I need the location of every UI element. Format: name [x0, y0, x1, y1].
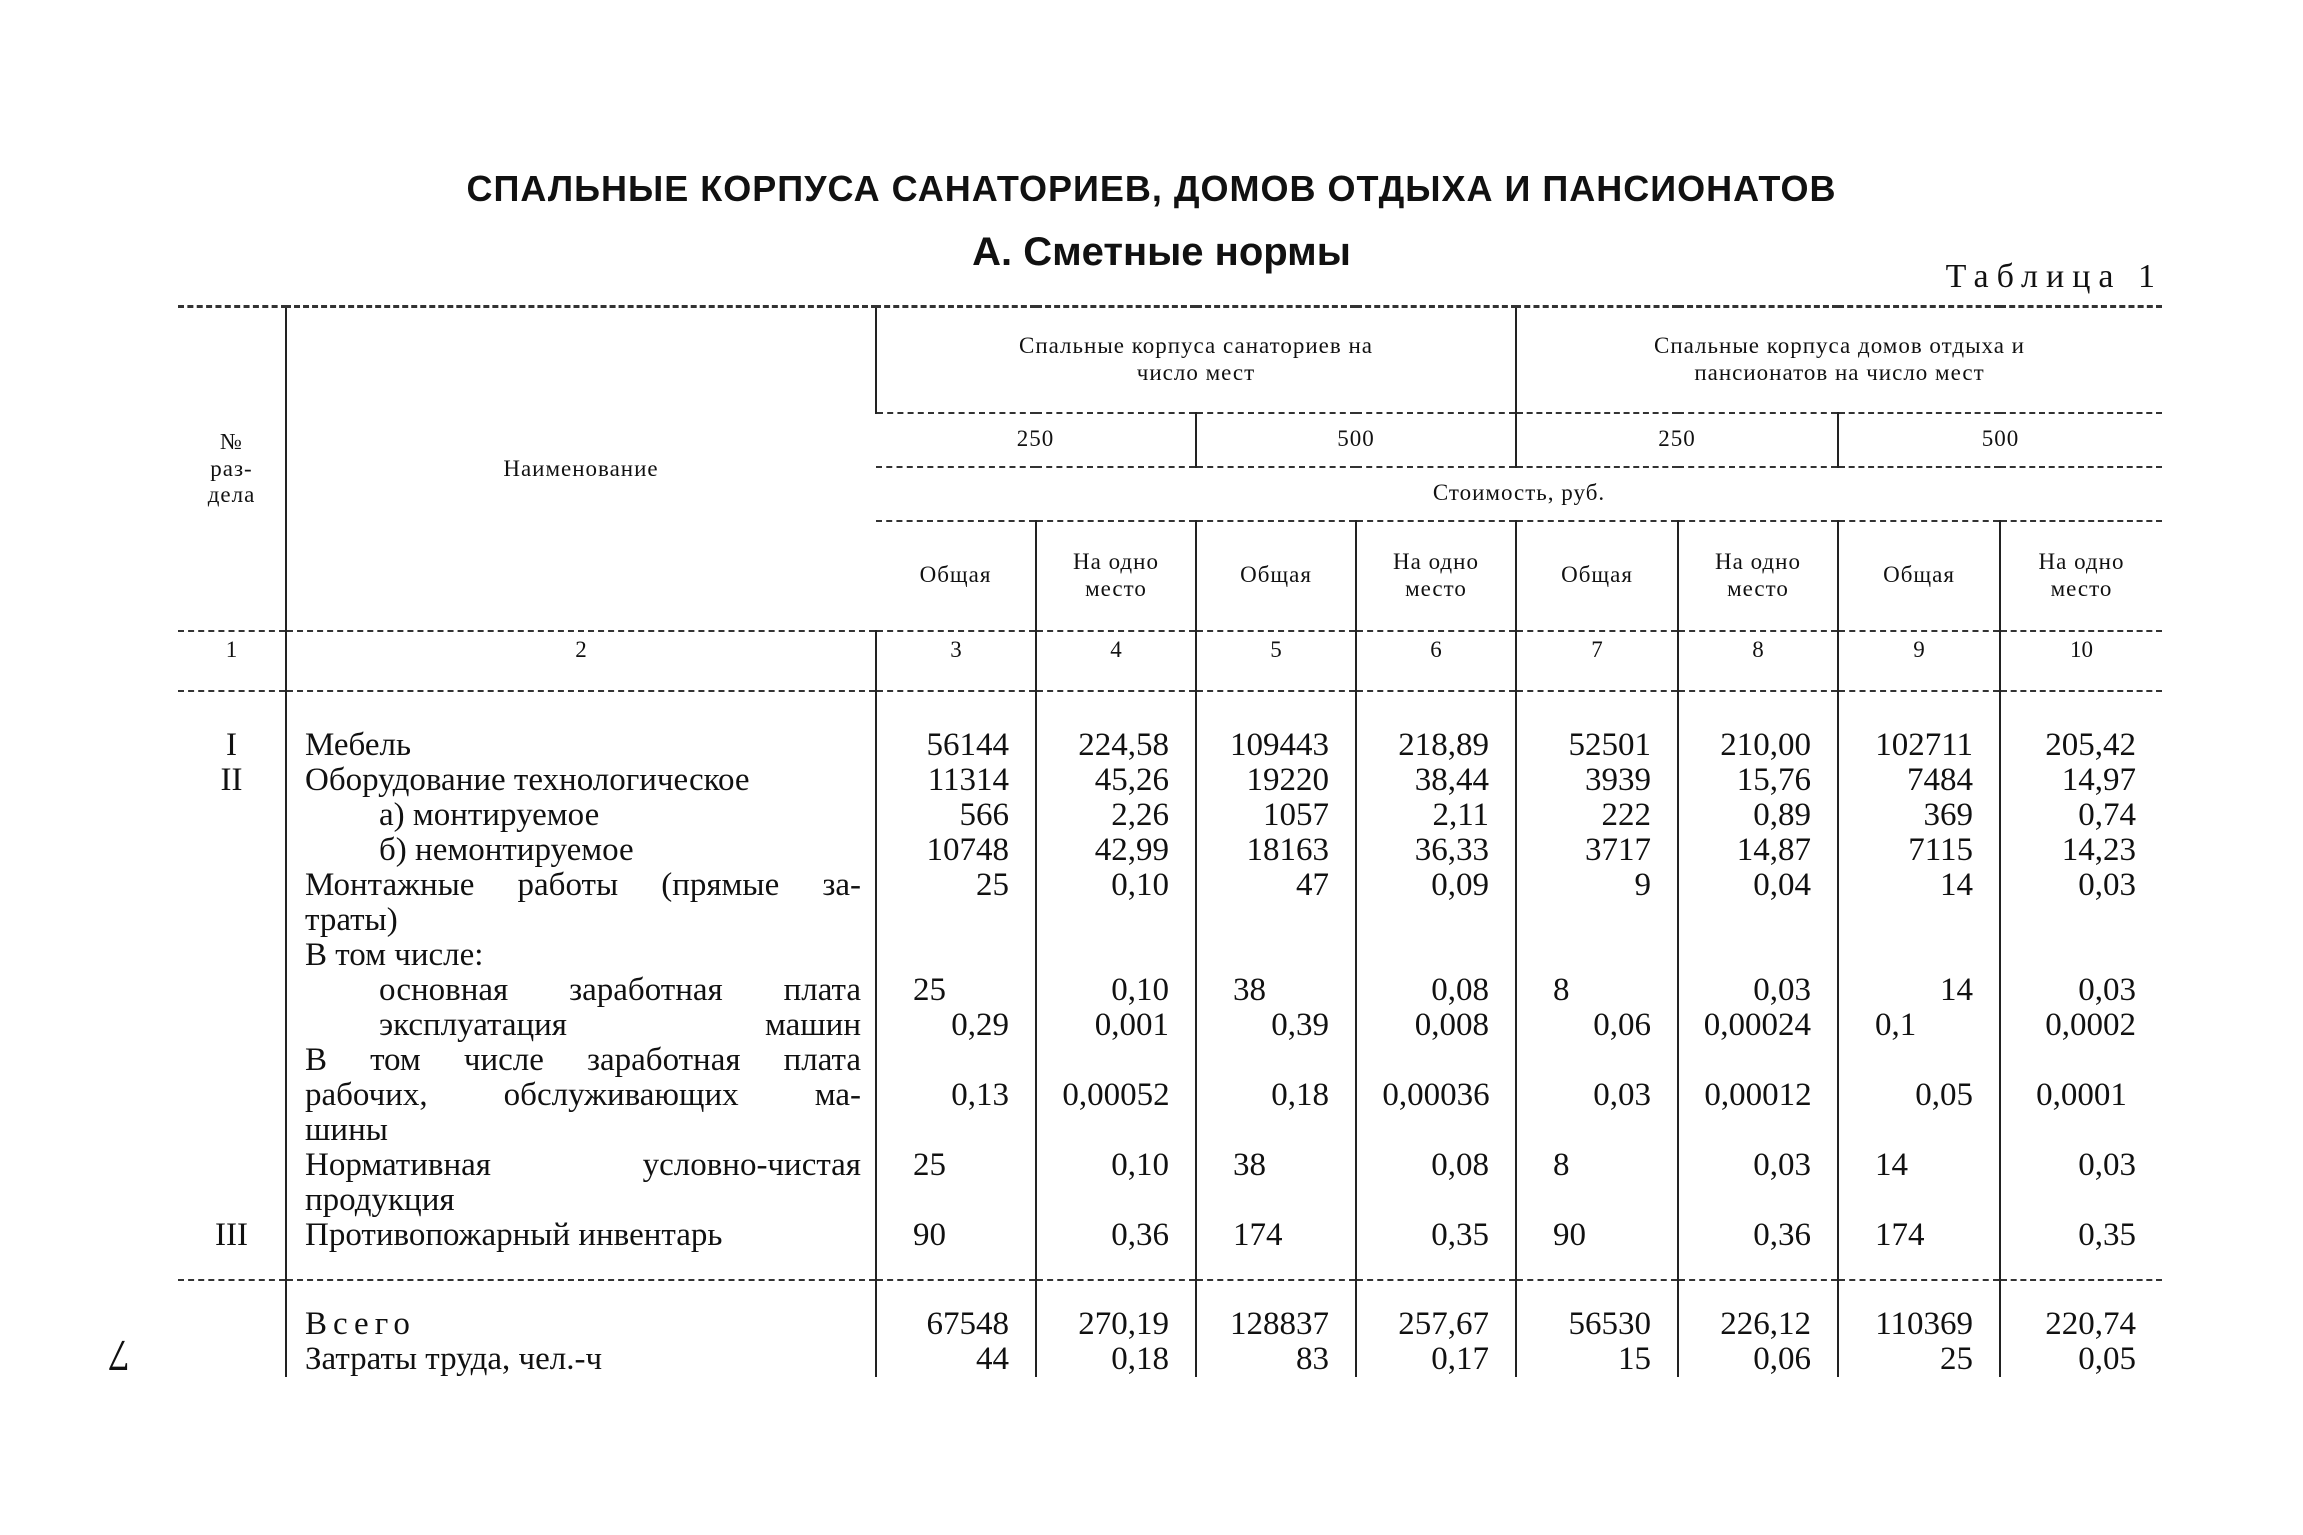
cost-per-seat-cell: 0,00012 [1678, 1078, 1838, 1113]
column-number: 4 [1036, 631, 1196, 691]
cost-per-seat-cell [1356, 1183, 1516, 1218]
cost-total-cell: 18163 [1196, 833, 1356, 868]
cost-per-seat-cell: 226,12 [1678, 1307, 1838, 1342]
cost-per-seat-cell: 224,58 [1036, 728, 1196, 763]
cost-total-cell [1516, 1043, 1678, 1078]
column-number: 2 [286, 631, 876, 691]
cost-total-cell: 0,05 [1838, 1078, 2000, 1113]
cost-total-cell: 56530 [1516, 1307, 1678, 1342]
cost-per-seat-cell: 0,00024 [1678, 1008, 1838, 1043]
cost-total-cell: 102711 [1838, 728, 2000, 763]
cost-total-cell: 0,13 [876, 1078, 1036, 1113]
cost-total-cell: 14 [1838, 973, 2000, 1008]
cost-per-seat-cell [2000, 938, 2162, 973]
cost-per-seat-cell: 0,89 [1678, 798, 1838, 833]
item-name: рабочих, обслуживающих ма- [286, 1078, 876, 1113]
cost-per-seat-cell: 218,89 [1356, 728, 1516, 763]
item-name: б) немонтируемое [286, 833, 876, 868]
cost-per-seat-cell [1356, 903, 1516, 938]
table-row [178, 728, 2162, 763]
item-name: траты) [286, 903, 876, 938]
cost-per-seat-cell: 36,33 [1356, 833, 1516, 868]
page-number: 7 [108, 1331, 130, 1380]
cost-per-seat-cell [1678, 1113, 1838, 1148]
table-row [178, 763, 2162, 798]
cost-per-seat-cell: 0,03 [1678, 973, 1838, 1008]
cost-total-cell [1516, 1113, 1678, 1148]
cost-per-seat-cell: 0,03 [2000, 1148, 2162, 1183]
cost-total-cell: 9 [1516, 868, 1678, 903]
cost-total-cell: 90 [876, 1218, 1036, 1253]
cost-total-cell [876, 938, 1036, 973]
cost-total-cell: 1057 [1196, 798, 1356, 833]
header-seats-250-rest: 250 [1516, 413, 1838, 467]
item-name: продукция [286, 1183, 876, 1218]
column-number: 3 [876, 631, 1036, 691]
section-number [178, 1078, 286, 1113]
cost-total-cell: 90 [1516, 1218, 1678, 1253]
cost-total-cell: 14 [1838, 868, 2000, 903]
header-group-sanatorium: Спальные корпуса санаториев на число мест [876, 307, 1516, 413]
cost-total-cell [1516, 1183, 1678, 1218]
item-name: эксплуатация машин [286, 1008, 876, 1043]
cost-per-seat-cell: 0,008 [1356, 1008, 1516, 1043]
cost-per-seat-cell: 0,05 [2000, 1342, 2162, 1377]
cost-total-cell: 7115 [1838, 833, 2000, 868]
cost-per-seat-cell: 270,19 [1036, 1307, 1196, 1342]
table-label: Таблица 1 [1945, 258, 2163, 295]
table-row [178, 1008, 2162, 1043]
cost-total-cell: 110369 [1838, 1307, 2000, 1342]
cost-per-seat-cell: 220,74 [2000, 1307, 2162, 1342]
cost-per-seat-cell: 0,06 [1678, 1342, 1838, 1377]
cost-total-cell: 3717 [1516, 833, 1678, 868]
section-number: II [220, 761, 243, 798]
cost-per-seat-cell: 0,36 [1678, 1218, 1838, 1253]
cost-total-cell: 0,18 [1196, 1078, 1356, 1113]
cost-per-seat-cell: 45,26 [1036, 763, 1196, 798]
header-total: Общая [1196, 521, 1356, 631]
header-per-seat: На одно место [1678, 521, 1838, 631]
column-number: 10 [2000, 631, 2162, 691]
cost-total-cell: 56144 [876, 728, 1036, 763]
header-group-rest-homes: Спальные корпуса домов отдыха и пансионатов на число мест [1516, 307, 2162, 413]
cost-total-cell: 25 [876, 973, 1036, 1008]
cost-per-seat-cell: 0,10 [1036, 973, 1196, 1008]
cost-total-cell: 0,03 [1516, 1078, 1678, 1113]
cost-per-seat-cell: 14,23 [2000, 833, 2162, 868]
cost-total-cell: 38 [1196, 1148, 1356, 1183]
cost-total-cell: 369 [1838, 798, 2000, 833]
table-row [178, 938, 2162, 973]
cost-total-cell: 67548 [876, 1307, 1036, 1342]
section-number [178, 973, 286, 1008]
cost-total-cell [876, 903, 1036, 938]
cost-per-seat-cell [2000, 1113, 2162, 1148]
table-row [178, 1113, 2162, 1148]
cost-per-seat-cell [1036, 903, 1196, 938]
cost-per-seat-cell [1356, 938, 1516, 973]
cost-per-seat-cell: 210,00 [1678, 728, 1838, 763]
cost-total-cell [1516, 903, 1678, 938]
cost-per-seat-cell [2000, 1183, 2162, 1218]
cost-total-cell: 25 [1838, 1342, 2000, 1377]
cost-per-seat-cell: 14,87 [1678, 833, 1838, 868]
section-number [178, 1183, 286, 1218]
cost-total-cell: 174 [1196, 1218, 1356, 1253]
header-section-number: № раз-дела [178, 307, 286, 631]
cost-per-seat-cell [1678, 1043, 1838, 1078]
table-row [178, 1043, 2162, 1078]
cost-total-cell: 7484 [1838, 763, 2000, 798]
table-row [178, 1218, 2162, 1253]
item-name: Противопожарный инвентарь [286, 1218, 876, 1253]
cost-per-seat-cell: 15,76 [1678, 763, 1838, 798]
cost-per-seat-cell: 0,001 [1036, 1008, 1196, 1043]
cost-total-cell [1838, 1183, 2000, 1218]
section-number [178, 1008, 286, 1043]
cost-total-cell: 15 [1516, 1342, 1678, 1377]
cost-per-seat-cell: 0,17 [1356, 1342, 1516, 1377]
header-total: Общая [876, 521, 1036, 631]
estimate-table [178, 305, 2162, 1377]
column-number: 9 [1838, 631, 2000, 691]
section-number [178, 1307, 286, 1342]
cost-total-cell: 0,29 [876, 1008, 1036, 1043]
cost-total-cell: 0,39 [1196, 1008, 1356, 1043]
cost-total-cell: 11314 [876, 763, 1036, 798]
cost-per-seat-cell: 257,67 [1356, 1307, 1516, 1342]
header-name: Наименование [286, 307, 876, 631]
cost-per-seat-cell: 0,00052 [1036, 1078, 1196, 1113]
cost-per-seat-cell: 2,26 [1036, 798, 1196, 833]
cost-total-cell: 0,06 [1516, 1008, 1678, 1043]
section-number [178, 1342, 286, 1377]
cost-per-seat-cell: 14,97 [2000, 763, 2162, 798]
cost-total-cell: 47 [1196, 868, 1356, 903]
cost-per-seat-cell: 0,08 [1356, 973, 1516, 1008]
header-per-seat: На одно место [1356, 521, 1516, 631]
cost-per-seat-cell [1036, 1113, 1196, 1148]
cost-total-cell: 14 [1838, 1148, 2000, 1183]
cost-per-seat-cell [1356, 1113, 1516, 1148]
section-number [178, 1043, 286, 1078]
page-title: СПАЛЬНЫЕ КОРПУСА САНАТОРИЕВ, ДОМОВ ОТДЫХА И ПАНСИОНАТОВ [466, 168, 1837, 209]
cost-per-seat-cell: 0,08 [1356, 1148, 1516, 1183]
section-number [178, 1113, 286, 1148]
cost-per-seat-cell: 0,35 [1356, 1218, 1516, 1253]
cost-per-seat-cell: 0,00036 [1356, 1078, 1516, 1113]
cost-total-cell: 8 [1516, 973, 1678, 1008]
section-number [178, 868, 286, 903]
cost-per-seat-cell: 42,99 [1036, 833, 1196, 868]
header-seats-500-rest: 500 [1838, 413, 2162, 467]
cost-total-cell: 83 [1196, 1342, 1356, 1377]
section-subtitle: А. Сметные нормы [972, 230, 1351, 274]
cost-total-cell: 174 [1838, 1218, 2000, 1253]
cost-total-cell: 0,1 [1838, 1008, 2000, 1043]
table-row [178, 833, 2162, 868]
item-name: шины [286, 1113, 876, 1148]
cost-per-seat-cell: 0,18 [1036, 1342, 1196, 1377]
cost-total-cell [1196, 1183, 1356, 1218]
item-name: Монтажные работы (прямые за- [286, 868, 876, 903]
item-name: Нормативная условно-чистая [286, 1148, 876, 1183]
cost-per-seat-cell: 0,09 [1356, 868, 1516, 903]
cost-total-cell: 109443 [1196, 728, 1356, 763]
header-seats-500-sanatorium: 500 [1196, 413, 1516, 467]
header-total: Общая [1516, 521, 1678, 631]
cost-total-cell: 44 [876, 1342, 1036, 1377]
column-number: 7 [1516, 631, 1678, 691]
cost-per-seat-cell [1678, 1183, 1838, 1218]
cost-per-seat-cell [1036, 1043, 1196, 1078]
cost-per-seat-cell: 38,44 [1356, 763, 1516, 798]
table-row [178, 1307, 2162, 1342]
cost-per-seat-cell [1356, 1043, 1516, 1078]
cost-total-cell: 25 [876, 1148, 1036, 1183]
column-number: 8 [1678, 631, 1838, 691]
column-number: 6 [1356, 631, 1516, 691]
section-number [178, 903, 286, 938]
item-name: Оборудование технологическое [286, 763, 876, 798]
cost-total-cell [876, 1043, 1036, 1078]
cost-per-seat-cell: 0,04 [1678, 868, 1838, 903]
cost-per-seat-cell: 0,10 [1036, 1148, 1196, 1183]
cost-per-seat-cell: 205,42 [2000, 728, 2162, 763]
cost-total-cell [1196, 1113, 1356, 1148]
cost-total-cell [876, 1183, 1036, 1218]
item-name: а) монтируемое [286, 798, 876, 833]
cost-total-cell: 38 [1196, 973, 1356, 1008]
section-number [178, 938, 286, 973]
cost-total-cell: 25 [876, 868, 1036, 903]
table-row [178, 1342, 2162, 1377]
cost-total-cell: 8 [1516, 1148, 1678, 1183]
item-name: Всего [286, 1307, 876, 1342]
table-row [178, 798, 2162, 833]
cost-total-cell [1196, 1043, 1356, 1078]
header-seats-250-sanatorium: 250 [876, 413, 1196, 467]
table-row [178, 1078, 2162, 1113]
header-cost-label: Стоимость, руб. [876, 467, 2162, 521]
cost-total-cell [1838, 1043, 2000, 1078]
cost-per-seat-cell: 2,11 [1356, 798, 1516, 833]
cost-per-seat-cell [1678, 938, 1838, 973]
table-row [178, 903, 2162, 938]
section-number [178, 1148, 286, 1183]
cost-total-cell [1838, 938, 2000, 973]
cost-total-cell: 52501 [1516, 728, 1678, 763]
table-row [178, 868, 2162, 903]
table-row [178, 1148, 2162, 1183]
section-number [178, 833, 286, 868]
column-numbers-row [178, 631, 2162, 691]
header-per-seat: На одно место [2000, 521, 2162, 631]
cost-total-cell [1196, 903, 1356, 938]
header-total: Общая [1838, 521, 2000, 631]
cost-per-seat-cell: 0,35 [2000, 1218, 2162, 1253]
cost-total-cell [876, 1113, 1036, 1148]
column-number: 5 [1196, 631, 1356, 691]
section-number: III [215, 1216, 248, 1253]
cost-per-seat-cell: 0,10 [1036, 868, 1196, 903]
item-name: основная заработная плата [286, 973, 876, 1008]
table-row [178, 973, 2162, 1008]
item-name: Мебель [286, 728, 876, 763]
table-row [178, 1183, 2162, 1218]
cost-per-seat-cell: 0,03 [2000, 973, 2162, 1008]
section-number: I [226, 726, 237, 763]
item-name: В том числе: [286, 938, 876, 973]
table-body [178, 691, 2162, 1377]
header-per-seat: На одно место [1036, 521, 1196, 631]
cost-per-seat-cell [2000, 1043, 2162, 1078]
cost-per-seat-cell: 0,0002 [2000, 1008, 2162, 1043]
cost-total-cell: 10748 [876, 833, 1036, 868]
cost-total-cell: 3939 [1516, 763, 1678, 798]
cost-total-cell: 566 [876, 798, 1036, 833]
cost-total-cell [1838, 903, 2000, 938]
cost-total-cell: 222 [1516, 798, 1678, 833]
cost-per-seat-cell: 0,36 [1036, 1218, 1196, 1253]
cost-per-seat-cell [1036, 938, 1196, 973]
cost-per-seat-cell [2000, 903, 2162, 938]
cost-total-cell [1196, 938, 1356, 973]
cost-per-seat-cell [1036, 1183, 1196, 1218]
cost-per-seat-cell: 0,0001 [2000, 1078, 2162, 1113]
cost-per-seat-cell [1678, 903, 1838, 938]
cost-per-seat-cell: 0,03 [2000, 868, 2162, 903]
cost-per-seat-cell: 0,74 [2000, 798, 2162, 833]
item-name: Затраты труда, чел.-ч [286, 1342, 876, 1377]
column-number: 1 [178, 631, 286, 691]
cost-total-cell [1838, 1113, 2000, 1148]
cost-per-seat-cell: 0,03 [1678, 1148, 1838, 1183]
cost-total-cell: 128837 [1196, 1307, 1356, 1342]
item-name: В том числе заработная плата [286, 1043, 876, 1078]
section-number [178, 798, 286, 833]
cost-total-cell [1516, 938, 1678, 973]
cost-total-cell: 19220 [1196, 763, 1356, 798]
